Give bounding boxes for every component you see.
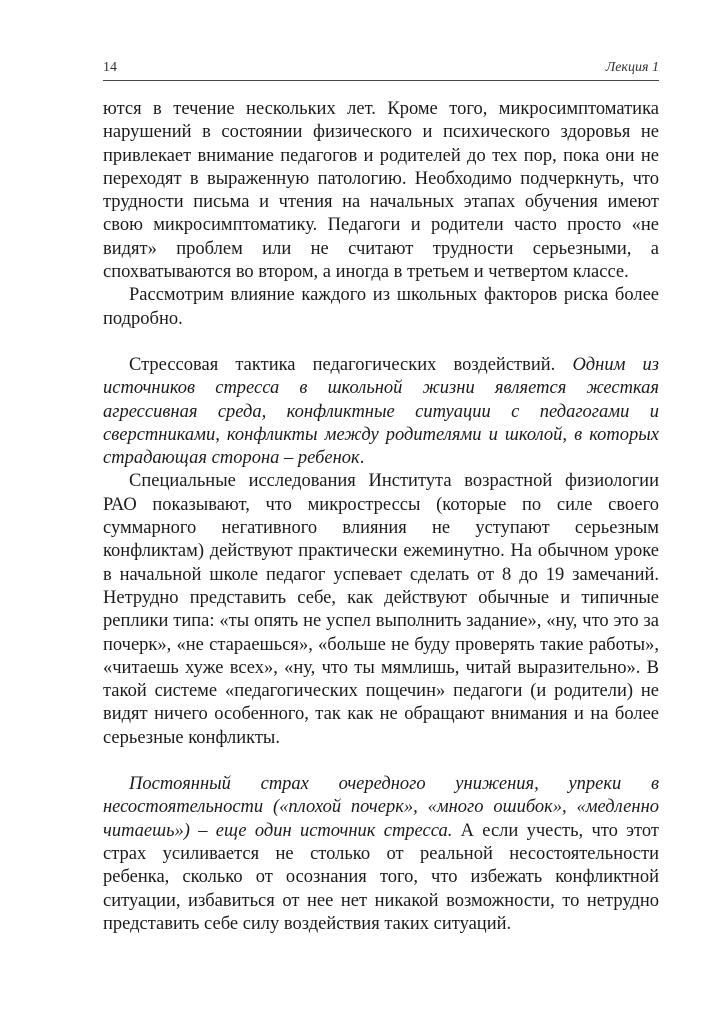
header-rule bbox=[103, 80, 659, 81]
paragraph-3-lead: Стрессовая тактика педагогических воздействий. bbox=[129, 354, 556, 375]
paragraph-4: Специальные исследования Института возрастной физиологии РАО показывают, что микрострессы (которые по силе своего суммарного негативного влияния не уступают серьезным конфликтам) действуют практически ежеминутно. На обычном уроке в начальной школе педагог успевает сделать от 8 до 19 замечаний. Нетрудно представить себе, как действуют обычные и типичные реплики типа: «ты опять не успел выполнить задание», «ну, что это за почерк», «не стараешься», «больше не буду проверять такие работы», «читаешь хуже всех», «ну, что ты мямлишь, читай выразительно». В такой системе «педагогических пощечин» педагоги (и родители) не видят ничего особенного, так как не обращают внимания и на более серьезные конфликты. bbox=[103, 471, 659, 748]
paragraph-3 bbox=[103, 354, 659, 470]
chapter-title: Лекция 1 bbox=[605, 60, 659, 75]
page-number: 14 bbox=[103, 60, 117, 75]
book-page bbox=[103, 56, 659, 936]
running-head bbox=[103, 56, 659, 78]
paragraph-5 bbox=[103, 773, 659, 936]
paragraph-3-italic: Одним из источников стресса в школьной жизни является жесткая агрессивная среда, конфликтные ситуации с педагогами и сверстниками, конфликты между родителями и школой, в которых страдающая сторона – ребенок bbox=[103, 354, 659, 469]
body-text bbox=[103, 98, 659, 936]
paragraph-3-end: . bbox=[359, 448, 365, 469]
paragraph-2: Рассмотрим влияние каждого из школьных факторов риска более подробно. bbox=[103, 285, 659, 329]
paragraph-1: ются в течение нескольких лет. Кроме того, микросимптоматика нарушений в состоянии физического и психического здоровья не привлекает внимание педагогов и родителей до тех пор, пока они не переходят в выраженную патологию. Необходимо подчеркнуть, что трудности письма и чтения на начальных этапах обучения имеют свою микросимптоматику. Педагоги и родители часто просто «не видят» проблем или не считают трудности серьезными, а спохватываются во втором, а иногда в третьем и четвертом классе. bbox=[103, 99, 659, 283]
paragraph-5-italic: Постоянный страх очередного унижения, упреки в несостоятельности («плохой почерк», «много ошибок», «медленно читаешь») – еще один источник стресса. bbox=[103, 774, 659, 841]
paragraph-5-rest: А если учесть, что этот страх усиливается не столько от реальной несостоятельности ребенка, сколько от осознания того, что избежать конфликтной ситуации, избавиться от нее нет никакой возможности, то нетрудно представить себе силу воздействия таких ситуаций. bbox=[103, 820, 659, 934]
